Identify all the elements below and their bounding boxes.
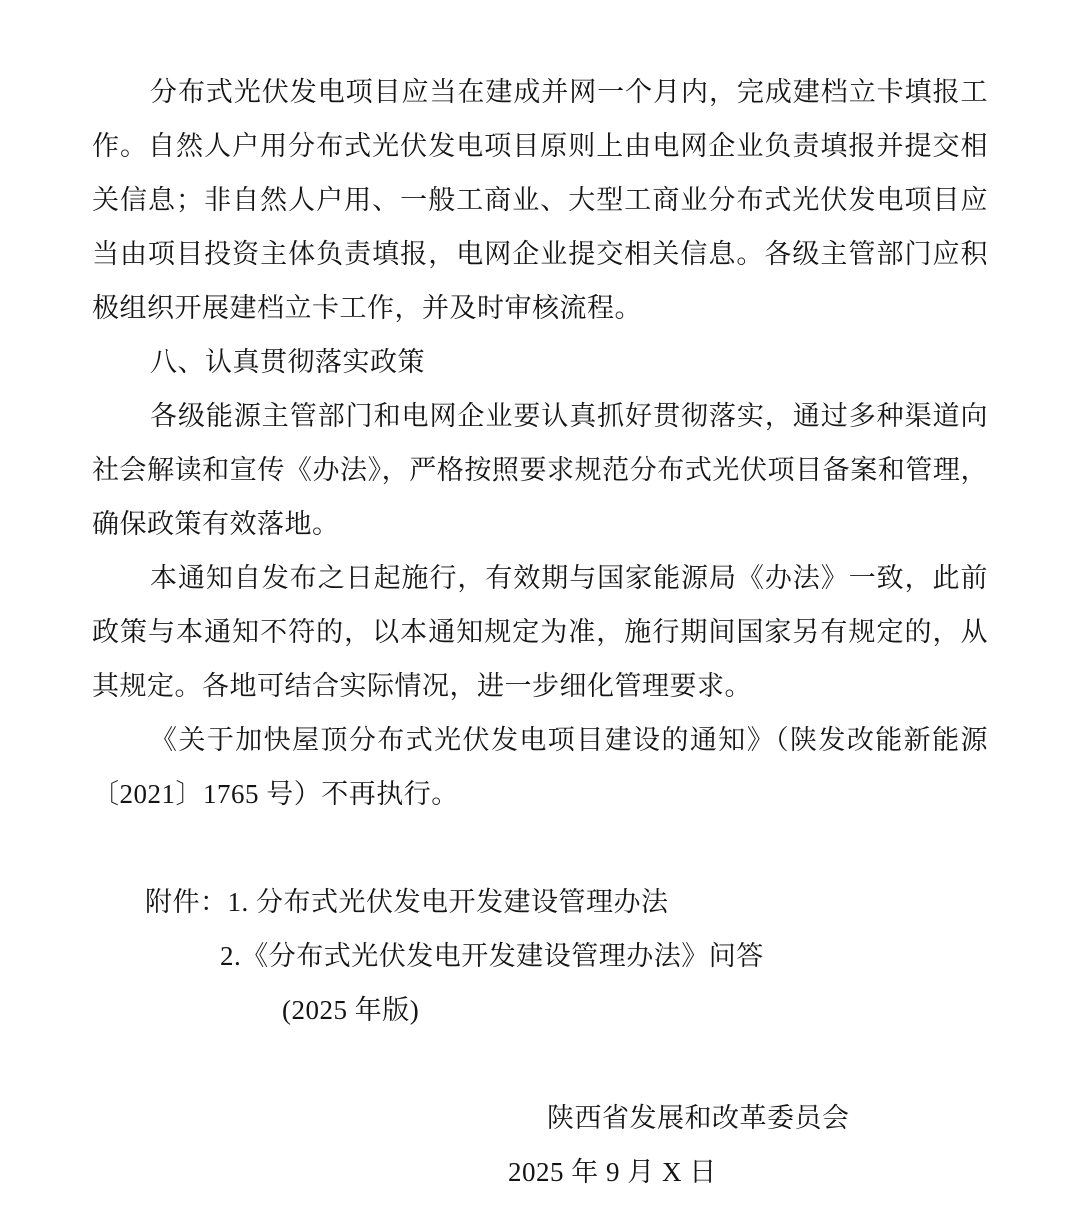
body-line: 极组织开展建档立卡工作，并及时审核流程。 [92,293,642,323]
body-line: 分布式光伏发电项目应当在建成并网一个月内，完成建档立卡填报工 [150,77,988,107]
blank-line [92,821,988,875]
blank-line [92,1037,988,1091]
signature-date: 2025 年 9 月 X 日 [508,1157,717,1187]
body-line: 本通知自发布之日起施行，有效期与国家能源局《办法》一致，此前 [150,563,988,593]
document-body [92,65,988,1199]
body-line: 其规定。各地可结合实际情况，进一步细化管理要求。 [92,671,752,701]
body-line: 《关于加快屋顶分布式光伏发电项目建设的通知》（陕发改能新能源 [150,725,988,755]
body-line: 社会解读和宣传《办法》，严格按照要求规范分布式光伏项目备案和管理， [92,455,988,485]
body-line: 政策与本通知不符的，以本通知规定为准，施行期间国家另有规定的，从 [92,617,988,647]
body-line: 各级能源主管部门和电网企业要认真抓好贯彻落实，通过多种渠道向 [150,401,988,431]
attachment-line-1: 附件：1. 分布式光伏发电开发建设管理办法 [145,887,669,917]
signature-issuer: 陕西省发展和改革委员会 [547,1103,850,1133]
section-heading: 八、认真贯彻落实政策 [150,347,425,377]
body-line: 当由项目投资主体负责填报，电网企业提交相关信息。各级主管部门应积 [92,239,988,269]
body-line: 关信息；非自然人户用、一般工商业、大型工商业分布式光伏发电项目应 [92,185,988,215]
body-line: 〔2021〕1765 号）不再执行。 [92,779,459,809]
body-line: 确保政策有效落地。 [92,509,340,539]
attachment-line-2: 2.《分布式光伏发电开发建设管理办法》问答 [220,941,764,971]
attachment-line-3: (2025 年版) [282,995,420,1025]
body-line: 作。自然人户用分布式光伏发电项目原则上由电网企业负责填报并提交相 [92,131,988,161]
